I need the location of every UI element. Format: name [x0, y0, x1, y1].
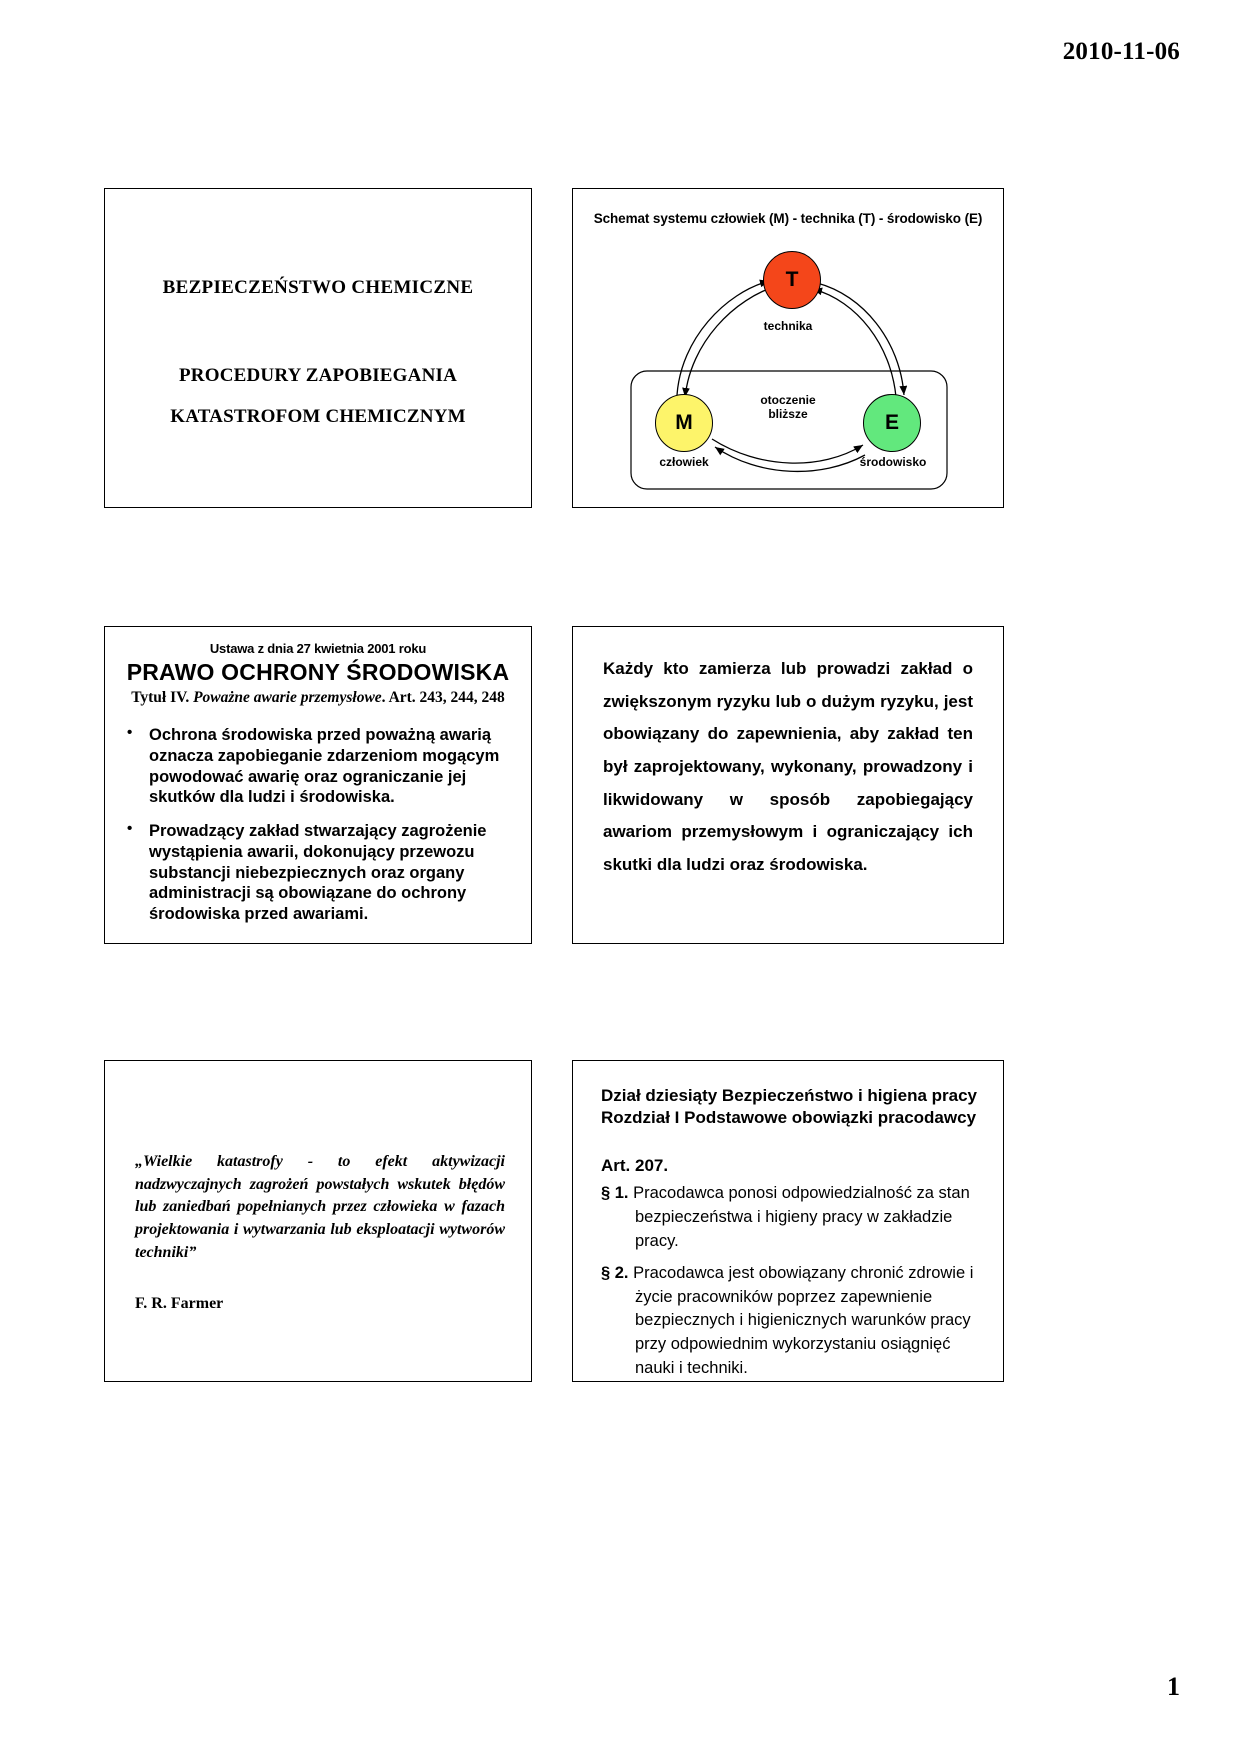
list-item: • Prowadzący zakład stwarzający zagrożenie wystąpienia awarii, dokonujący przewozu substancji niebezpiecznych oraz organy administracji są obowiązane do ochrony środowiska przed awariami. — [123, 821, 517, 925]
diagram-label-otoczenie — [723, 393, 853, 421]
law-heading-line3 — [119, 689, 517, 707]
law-heading — [105, 627, 531, 707]
slide-quote — [104, 1060, 532, 1382]
title-slide-content — [105, 277, 531, 428]
diagram-node-srodowisko: E — [863, 394, 921, 452]
quote-author: F. R. Farmer — [135, 1294, 224, 1312]
law-heading-line2: PRAWO OCHRONY ŚRODOWISKA — [126, 659, 510, 685]
diagram-label-otoczenie-line2: bliższe — [768, 407, 808, 422]
justified-paragraph: Każdy kto zamierza lub prowadzi zakład o zwiększonym ryzyku lub o dużym ryzyku, jest obowiązany do zapewnienia, aby zakład ten był zaprojektowany, wykonany, prowadzony i likwidowany w sposób zapobiegający awariom przemysłowym i ograniczający ich skutki dla ludzi oraz środowiska. — [603, 659, 973, 874]
kp-heading — [573, 1061, 1003, 1130]
diagram-label-otoczenie-line1: otoczenie — [760, 393, 816, 407]
slide-mte-diagram — [572, 188, 1004, 508]
slide-title — [104, 188, 532, 508]
title-subtitle-line2: KATASTROFOM CHEMICZNYM — [170, 406, 466, 427]
list-item: • Ochrona środowiska przed poważną awarią oznacza zapobieganie zdarzeniom mogącym powodować awarię oraz ograniczanie jej skutków dla ludzi i środowiska. — [123, 725, 517, 808]
page-number: 1 — [1167, 1672, 1180, 1701]
kp-marker: § 1. — [601, 1183, 629, 1202]
quote-block — [105, 1061, 531, 1313]
page-title: BEZPIECZEŃSTWO CHEMICZNE — [162, 277, 474, 298]
kp-article-number: Art. 207. — [601, 1155, 669, 1175]
diagram-label-technika: technika — [763, 319, 813, 333]
diagram-label-srodowisko: środowisko — [859, 455, 927, 469]
diagram-node-technika: T — [763, 251, 821, 309]
kp-heading-line1: Dział dziesiąty Bezpieczeństwo i higiena pracy — [601, 1086, 978, 1105]
law-heading-prefix: Tytuł IV. — [131, 689, 194, 706]
kp-text: Pracodawca jest obowiązany chronić zdrowie i życie pracowników poprzez zapewnienie bezpiecznych i higienicznych warunków pracy przy odpowiednim wykorzystaniu osiągnięć nauki i techniki. — [633, 1263, 974, 1378]
slide-ustawa — [104, 626, 532, 944]
law-heading-suffix: . Art. 243, 244, 248 — [381, 689, 505, 706]
diagram-node-czlowiek: M — [655, 394, 713, 452]
kp-heading-line2: Rozdział I Podstawowe obowiązki pracodawcy — [601, 1108, 977, 1128]
law-heading-line1: Ustawa z dnia 27 kwietnia 2001 roku — [209, 641, 427, 656]
law-heading-italic: Poważne awarie przemysłowe — [193, 689, 382, 706]
slide-kodeks-pracy — [572, 1060, 1004, 1382]
list-item — [601, 1182, 987, 1254]
diagram-stage — [573, 189, 1003, 507]
law-bullet-list — [105, 725, 531, 925]
document-date: 2010-11-06 — [1062, 38, 1180, 65]
kp-text: Pracodawca ponosi odpowiedzialność za stan bezpieczeństwa i higieny pracy w zakładzie pracy. — [633, 1183, 970, 1250]
kp-paragraph-list — [573, 1182, 1003, 1381]
kp-marker: § 2. — [601, 1263, 629, 1282]
title-subtitle-line1: PROCEDURY ZAPOBIEGANIA — [178, 365, 458, 386]
list-item — [601, 1262, 987, 1382]
diagram-label-czlowiek: człowiek — [659, 455, 709, 469]
slide-obowiazki — [572, 626, 1004, 944]
quote-text: „Wielkie katastrofy - to efekt aktywizacji nadzwyczajnych zagrożeń powstałych wskutek błędów lub zaniedbań popełnianych przez człowieka w fazach projektowania i wytwarzania lub eksploatacji wytworów techniki” — [135, 1153, 505, 1261]
diagram-title: Schemat systemu człowiek (M) - technika (T) - środowisko (E) — [593, 211, 983, 226]
